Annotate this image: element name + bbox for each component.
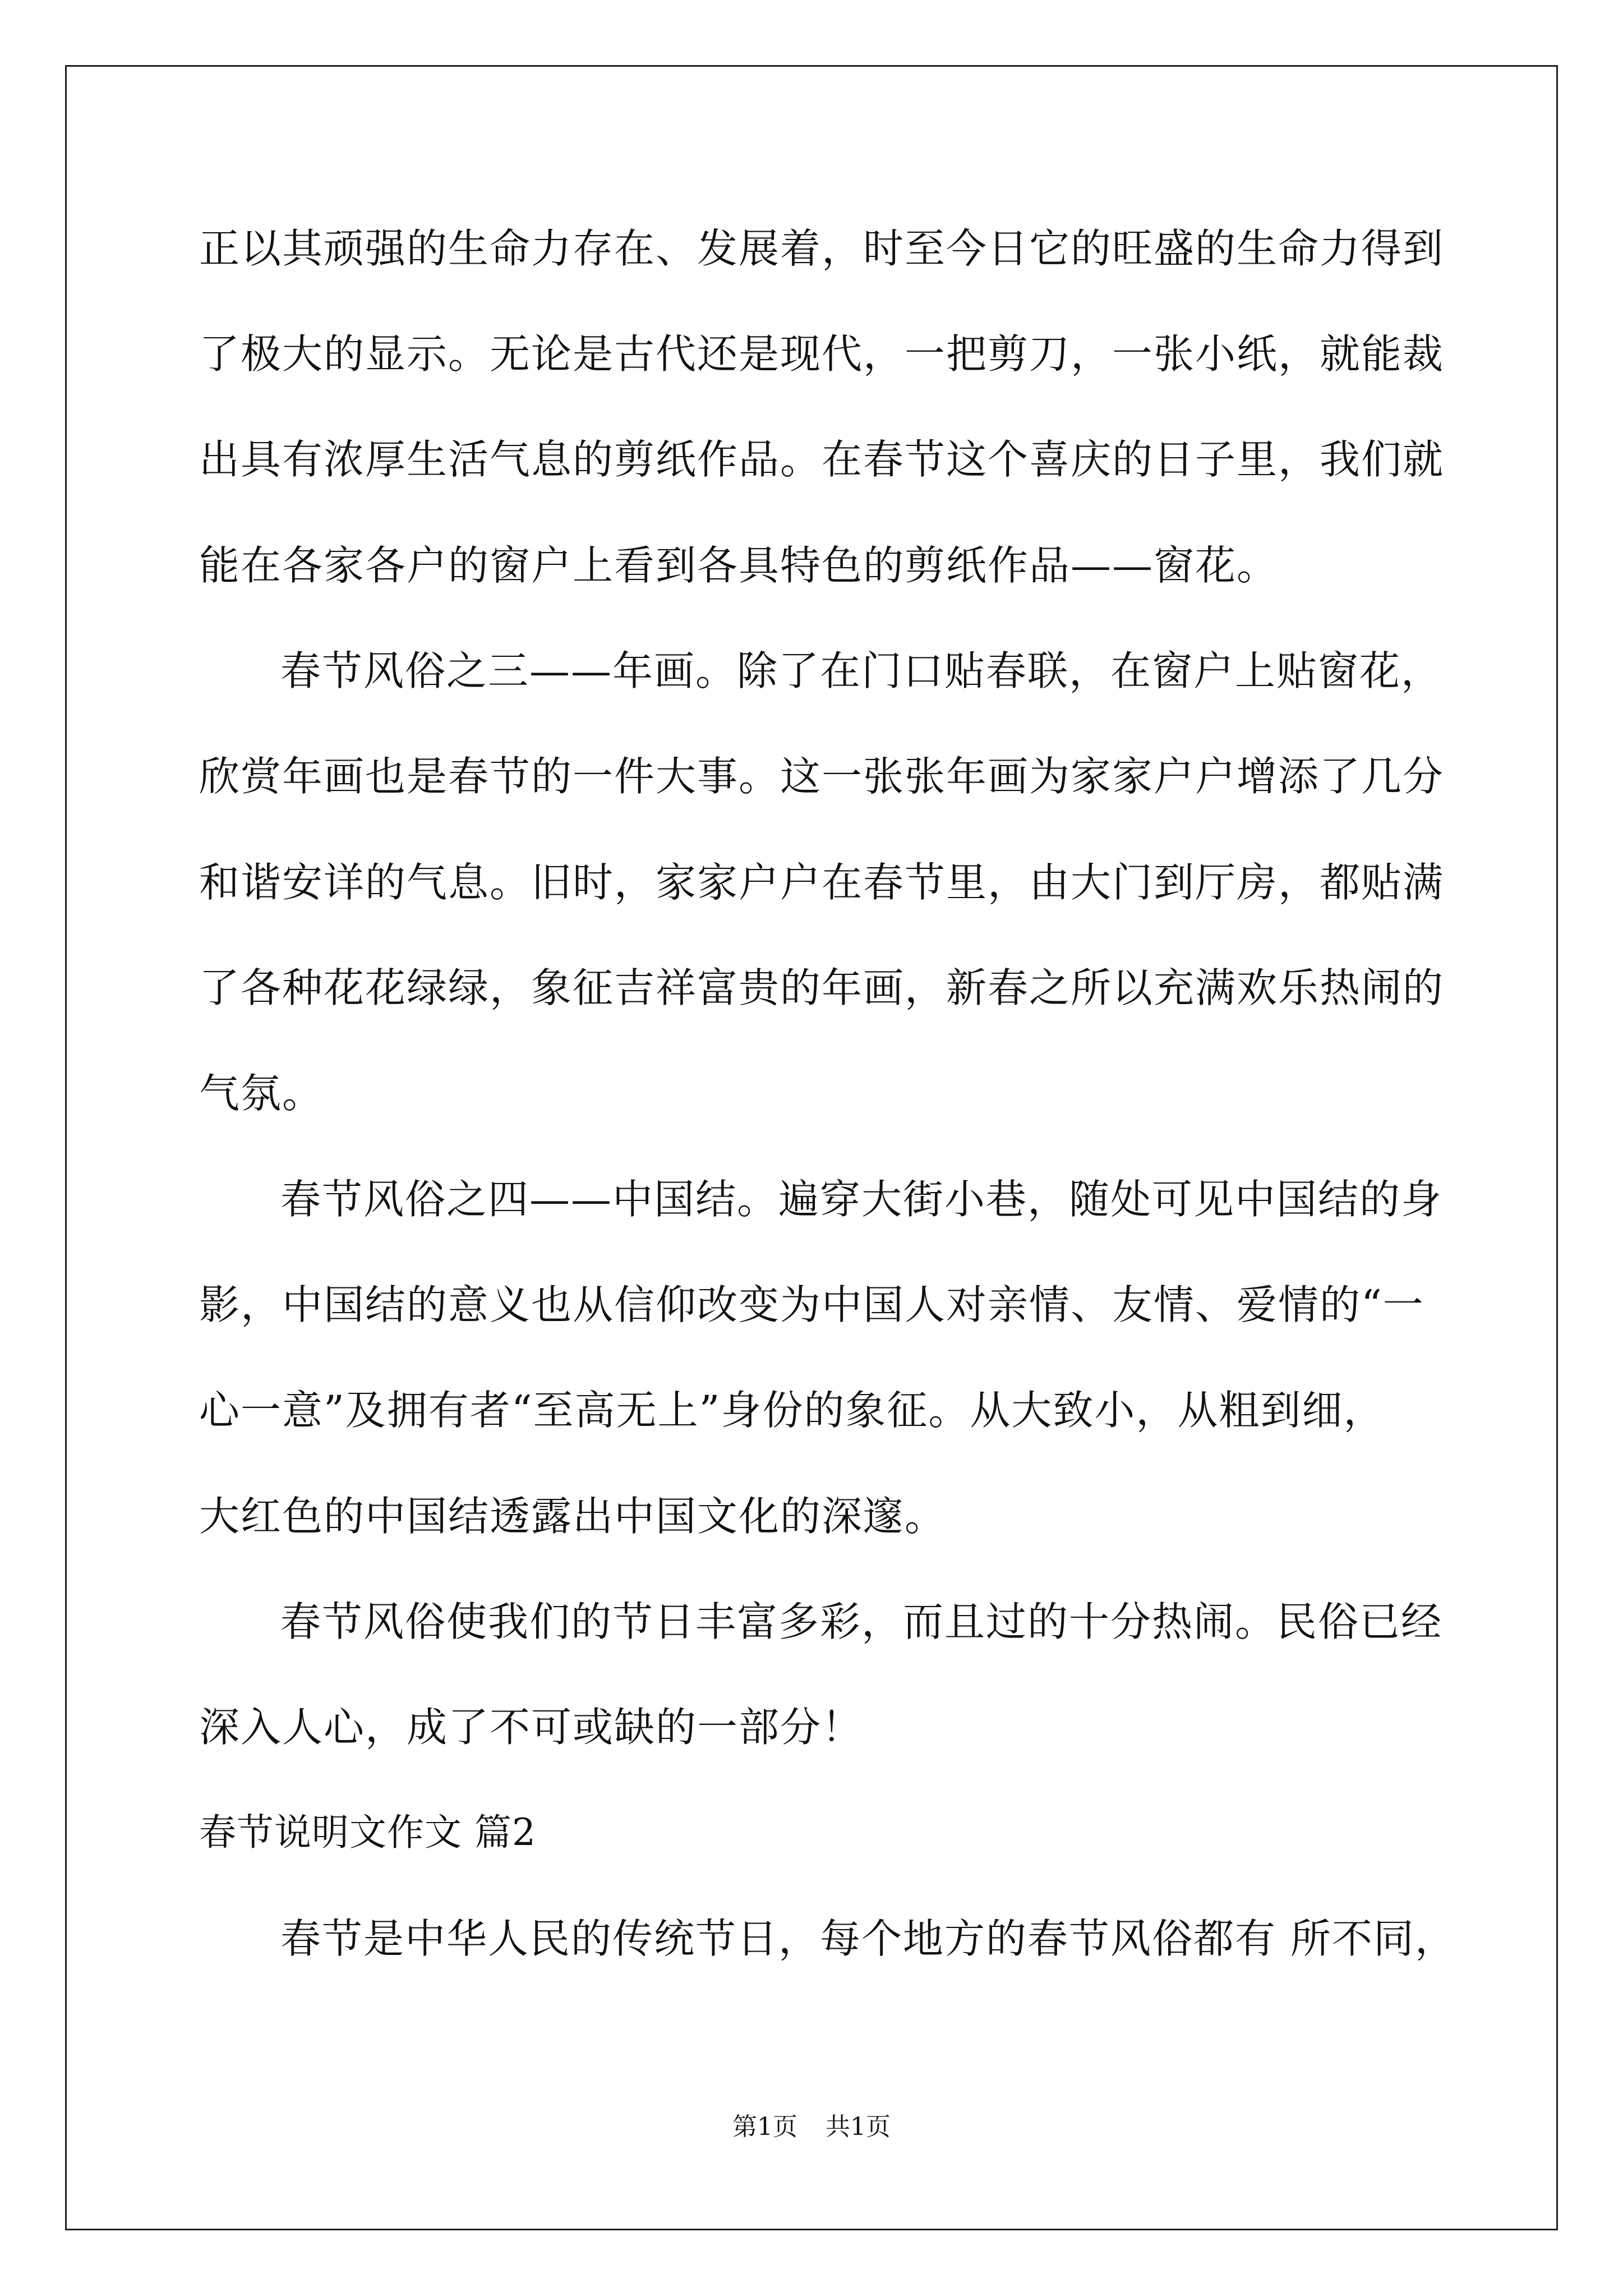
text-line: 了各种花花绿绿，象征吉祥富贵的年画，新春之所以充满欢乐热闹的: [199, 964, 1445, 1011]
text-line: 出具有浓厚生活气息的剪纸作品。在春节这个喜庆的日子里，我们就: [199, 436, 1445, 483]
text-line: 春节是中华人民的传统节日，每个地方的春节风俗都有 所不同，: [280, 1915, 1456, 1962]
text-line: 和谐安详的气息。旧时，家家户户在春节里，由大门到厅房，都贴满: [199, 859, 1445, 906]
page-footer: [0, 2110, 1623, 2144]
text-line: 欣赏年画也是春节的一件大事。这一张张年画为家家户户增添了几分: [199, 753, 1445, 800]
text-line: 气氛。: [199, 1070, 324, 1117]
text-line: 能在各家各户的窗户上看到各具特色的剪纸作品——窗花。: [199, 542, 1279, 589]
page-border: [65, 65, 1558, 2230]
text-line: 春节风俗使我们的节日丰富多彩，而且过的十分热闹。民俗已经: [280, 1598, 1443, 1645]
text-line: 深入人心，成了不可或缺的一部分！: [199, 1704, 864, 1751]
text-line: 春节风俗之四——中国结。遍穿大街小巷，随处可见中国结的身: [280, 1176, 1443, 1223]
text-line: 心一意”及拥有者“至高无上”身份的象征。从大致小，从粗到细，: [199, 1387, 1385, 1434]
text-line: 正以其顽强的生命力存在、发展着，时至今日它的旺盛的生命力得到: [199, 225, 1445, 272]
text-line: 了极大的显示。无论是古代还是现代，一把剪刀，一张小纸，就能裁: [199, 330, 1445, 378]
total-pages: 共1页: [826, 2113, 891, 2141]
text-line: 春节风俗之三——年画。除了在门口贴春联，在窗户上贴窗花，: [280, 647, 1443, 694]
page-number: 第1页: [732, 2113, 797, 2141]
text-line: 影，中国结的意义也从信仰改变为中国人对亲情、友情、爱情的“一: [199, 1281, 1424, 1328]
section-heading: 春节说明文作文 篇2: [199, 1811, 536, 1854]
text-line: 大红色的中国结透露出中国文化的深邃。: [199, 1493, 947, 1540]
